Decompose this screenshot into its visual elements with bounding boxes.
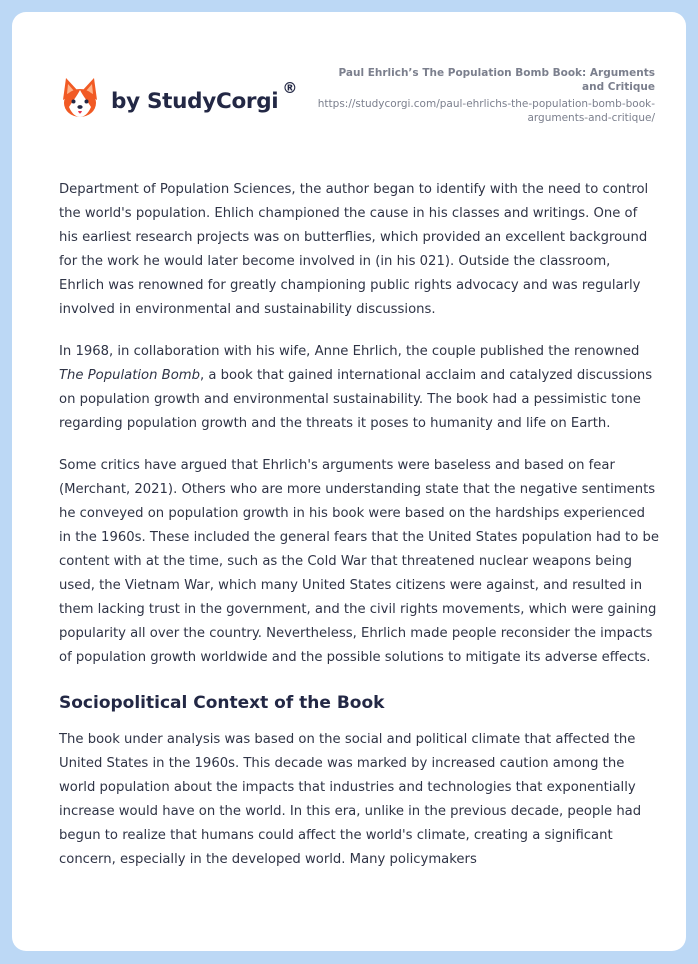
paragraph-2: [59, 340, 659, 436]
document-page: [12, 12, 686, 951]
paragraph-3: Some critics have argued that Ehrlich's arguments were baseless and based on fear (Merchant, 2021). Others who are more understanding state that the negative sentiments he conveyed on population growth in his book were based on the hardships experienced in the 1960s. These included the general fears that the United States population had to be content with at the time, such as the Cold War that threatened nuclear weapons being used, the Vietnam War, which many United States citizens were against, and resulted in them lacking trust in the government, and the civil rights movements, which were gaining popularity all over the country. Nevertheless, Ehrlich made people reconsider the impacts of population growth worldwide and the possible solutions to mitigate its adverse effects.: [59, 458, 659, 665]
document-title: Paul Ehrlich’s The Population Bomb Book: Arguments and Critique: [338, 67, 655, 93]
paragraph-2-text-b: , a book that gained international acclaim and catalyzed discussions on population growth and environmental sustainability. The book had a pessimistic tone regarding population growth and the threats it poses to humanity and life on Earth.: [59, 368, 653, 431]
paragraph-2-text-a: In 1968, in collaboration with his wife, Anne Ehrlich, the couple published the renowned: [59, 344, 640, 359]
document-url[interactable]: https://studycorgi.com/paul-ehrlichs-the-population-bomb-book-arguments-and-critique/: [317, 98, 655, 124]
section-heading: Sociopolitical Context of the Book: [59, 693, 385, 713]
paragraph-4: The book under analysis was based on the social and political climate that affected the United States in the 1960s. This decade was marked by increased caution among the world population about the impacts that industries and technologies that exponentially increase would have on the world. In this era, unlike in the previous decade, people had begun to realize that humans could affect the world's climate, creating a significant concern, especially in the developed world. Many policymakers: [59, 732, 642, 867]
corgi-icon: [60, 76, 100, 120]
page-header: [12, 12, 686, 152]
registered-mark: ®: [282, 79, 298, 97]
document-meta: [315, 66, 655, 125]
studycorgi-logo[interactable]: [60, 76, 297, 120]
brand-name: by StudyCorgi: [111, 88, 279, 114]
book-title-italic: The Population Bomb: [59, 368, 200, 383]
document-body: [59, 178, 659, 890]
paragraph-1: Department of Population Sciences, the author began to identify with the need to control the world's population. Ehlich championed the cause in his classes and writings. One of his earliest research projects was on butterflies, which provided an excellent background for the work he would later become involved in (in his 021). Outside the classroom, Ehrlich was renowned for greatly championing public rights advocacy and was regularly involved in environmental and sustainability discussions.: [59, 182, 649, 317]
